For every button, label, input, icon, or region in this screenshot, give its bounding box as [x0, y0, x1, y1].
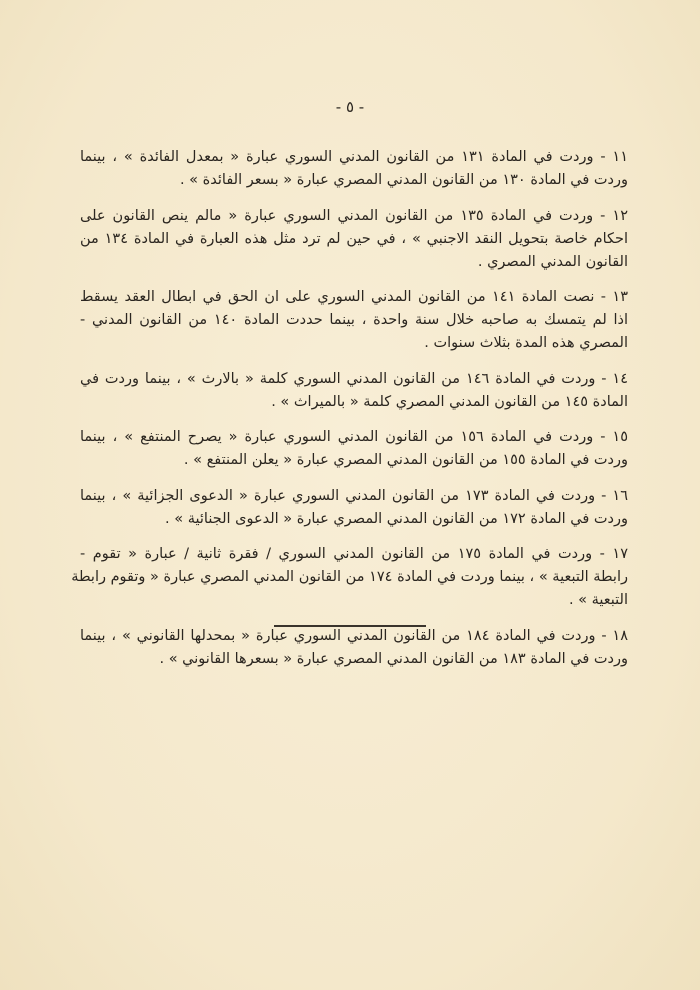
text-line: ١٤ - وردت في المادة ١٤٦ من القانون المدني السوري كلمة « بالارث » ، بينما وردت في — [80, 370, 628, 387]
text-line: احكام خاصة بتحويل النقد الاجنبي » ، في حين لم ترد مثل هذه العبارة في المادة ١٣٤ من — [80, 230, 628, 247]
text-line: وردت في المادة ١٧٢ من القانون المدني المصري عبارة « الدعوى الجنائية » . — [165, 510, 628, 527]
text-line: التبعية » . — [568, 592, 628, 608]
document-body — [71, 146, 628, 683]
text-line: ١٦ - وردت في المادة ١٧٣ من القانون المدني السوري عبارة « الدعوى الجزائية » ، بينما — [80, 487, 628, 504]
article-16-paragraph — [80, 485, 628, 531]
text-line: وردت في المادة ١٣٠ من القانون المدني المصري عبارة « بسعر الفائدة » . — [179, 172, 628, 188]
article-18-paragraph — [80, 625, 628, 671]
text-line: رابطة التبعية » ، بينما وردت في المادة ١٧٤ من القانون المدني المصري عبارة « وتقوم رابطة — [71, 569, 628, 585]
text-line: وردت في المادة ١٥٥ من القانون المدني المصري عبارة « يعلن المنتفع » . — [183, 452, 628, 468]
text-line: ١٢ - وردت في المادة ١٣٥ من القانون المدني السوري عبارة « مالم ينص القانون على — [80, 207, 628, 224]
article-11-paragraph — [80, 146, 628, 192]
text-line: ١٧ - وردت في المادة ١٧٥ من القانون المدني السوري / فقرة ثانية / عبارة « تقوم - — [80, 546, 628, 562]
article-17-paragraph — [71, 543, 628, 612]
article-15-paragraph — [80, 426, 628, 472]
article-12-paragraph — [80, 205, 628, 274]
text-line: القانون المدني المصري . — [477, 253, 628, 270]
text-line: ١٨ - وردت في المادة ١٨٤ من القانون المدني السوري عبارة « بمحدلها القانوني » ، بينما — [80, 627, 628, 644]
text-line: ١١ - وردت في المادة ١٣١ من القانون المدني السوري عبارة « بمعدل الفائدة » ، بينما — [80, 149, 628, 165]
text-line: المصري هذه المدة بثلاث سنوات . — [424, 335, 628, 351]
text-line: وردت في المادة ١٨٣ من القانون المدني المصري عبارة « بسعرها القانوني » . — [159, 650, 628, 667]
end-divider-line — [274, 625, 426, 627]
text-line: المادة ١٤٥ من القانون المدني المصري كلمة « بالميراث » . — [271, 393, 628, 410]
text-line: ١٥ - وردت في المادة ١٥٦ من القانون المدني السوري عبارة « يصرح المنتفع » ، بينما — [80, 429, 628, 445]
text-line: اذا لم يتمسك به صاحبه خلال سنة واحدة ، بينما حددت المادة ١٤٠ من القانون المدني - — [80, 312, 628, 328]
page-number: - ٥ - — [335, 98, 365, 116]
article-14-paragraph — [80, 368, 628, 414]
article-13-paragraph — [80, 286, 628, 355]
text-line: ١٣ - نصت المادة ١٤١ من القانون المدني السوري على ان الحق في ابطال العقد يسقط — [80, 289, 628, 305]
